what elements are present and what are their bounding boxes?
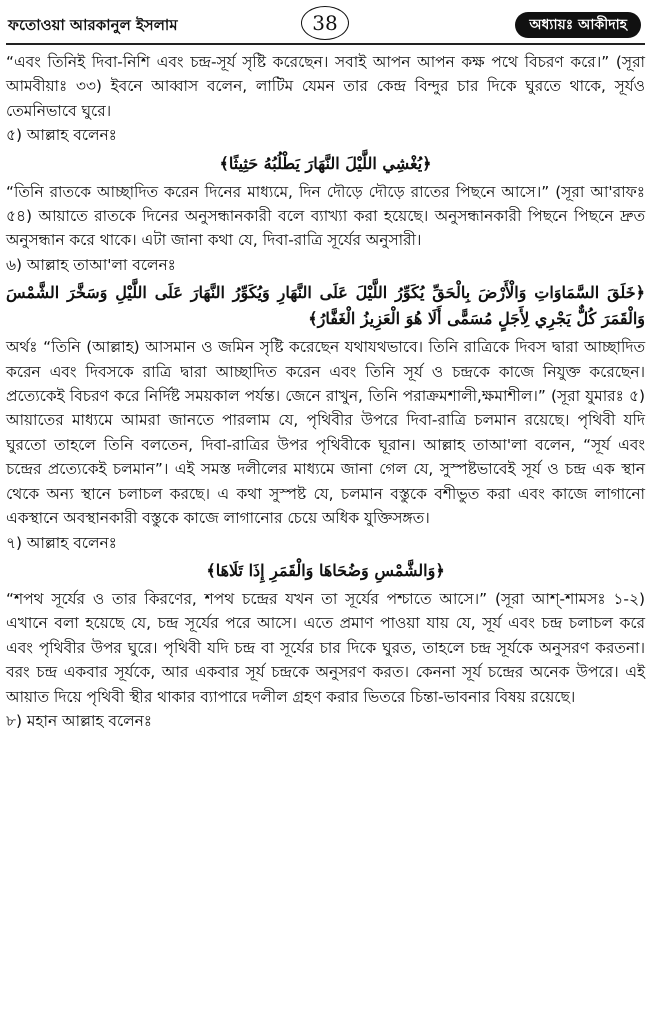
paragraph: “এবং তিনিই দিবা-নিশি এবং চন্দ্র-সূর্য সৃষ্টি করেছেন। সবাই আপন আপন কক্ষ পথে বিচরণ করে।” (সূরা আমবীয়াঃ ৩৩) ইবনে আব্বাস বলেন, লাটিম যেমন তার কেন্দ্র বিন্দুর চার দিকে ঘুরতে থাকে, সূর্যও তেমনিভাবে ঘুরে। [6,53,645,120]
header-divider [6,43,645,45]
paragraph: অর্থঃ “তিনি (আল্লাহ) আসমান ও জমিন সৃষ্টি করেছেন যথাযথভাবে। তিনি রাত্রিকে দিবস দ্বারা আচ্ছাদিত করেন এবং দিবসকে রাত্রি দ্বারা আচ্ছাদিত করেন এবং তিনি সূর্য ও চন্দ্রকে কাজে নিযুক্ত করেছেন। প্রত্যেকেই বিচরণ করে নির্দিষ্ট সময়কাল পর্যন্ত। জেনে রাখুন, তিনি পরাক্রমশালী,ক্ষমাশীল।” (সূরা যুমারঃ ৫) আয়াতের মাধ্যমে আমরা জানতে পারলাম যে, পৃথিবীর উপরে দিবা-রাত্রি চলমান রয়েছে। পৃথিবী যদি ঘুরতো তাহলে তিনি বলতেন, দিবা-রাত্রির উপর পৃথিবীকে ঘূরান। আল্লাহ তাআ'লা বলেন, “সূর্য এবং চন্দ্রের প্রত্যেকেই চলমান”। এই সমস্ত দলীলের মাধ্যমে জানা গেল যে, সুস্পষ্টভাবেই সূর্য ও চন্দ্র এক স্থান থেকে অন্য স্থানে চলাচল করছে। এ কথা সুস্পষ্ট যে, চলমান বস্তুকে বশীভুত করা এবং কাজে লাগানো একস্থানে অবস্থানকারী বস্তুকে কাজে লাগানোর চেয়ে অধিক যুক্তিসঙ্গত। [6,338,645,528]
page-number: 38 [301,6,349,40]
arabic-verse: ﴿يُغْشِي اللَّيْلَ النَّهَارَ يَطْلُبُهُ حَثِيثًا﴾ [219,153,432,173]
book-title: ফতোওয়া আরকানুল ইসলাম [8,16,178,34]
section-heading-8: ৮) মহান আল্লাহ বলেনঃ [6,711,153,730]
arabic-verse: ﴿وَالشَّمْسِ وَضُحَاهَا وَالْقَمَرِ إِذَا تَلَاهَا﴾ [206,560,445,580]
page-header [0,0,651,46]
section-heading-6: ৬) আল্লাহ তাআ'লা বলেনঃ [6,255,176,274]
page-body [6,50,645,733]
section-heading-7: ৭) আল্লাহ বলেনঃ [6,533,117,552]
section-heading-5: ৫) আল্লাহ বলেনঃ [6,126,117,145]
chapter-badge: অধ্যায়ঃ আকীদাহ [515,12,641,38]
paragraph: “তিনি রাতকে আচ্ছাদিত করেন দিনের মাধ্যমে, দিন দৌড়ে দৌড়ে রাতের পিছনে আসে।” (সূরা আ'রাফঃ ৫৪) আয়াতে রাতকে দিনের অনুসন্ধানকারী বলে ব্যাখ্যা করা হয়েছে। অনুসন্ধানকারী পিছনে পিছনে দ্রুত অনুসন্ধান করে থাকে। এটা জানা কথা যে, দিবা-রাত্রি সূর্যের অনুসারী। [6,182,645,250]
arabic-verse: ﴿خَلَقَ السَّمَاوَاتِ وَالْأَرْضَ بِالْحَقِّ يُكَوِّرُ اللَّيْلَ عَلَى النَّهَارِ وَيُكَوِّرُ النَّهَارَ عَلَى اللَّيْلِ وَسَخَّرَ الشَّمْسَ وَالْقَمَرَ كُلٌّ يَجْرِي لِأَجَلٍ مُسَمًّى أَلَا هُوَ الْعَزِيزُ الْغَفَّارُ﴾ [6,283,645,329]
paragraph: “শপথ সূর্যের ও তার কিরণের, শপথ চন্দ্রের যখন তা সূর্যের পশ্চাতে আসে।” (সূরা আশ্-শামসঃ ১-২) এখানে বলা হয়েছে যে, চন্দ্র সূর্যের পরে আসে। এতে প্রমাণ পাওয়া যায় যে, সূর্য এবং চন্দ্র চলাচল করে এবং পৃথিবীর উপর ঘুরে। পৃথিবী যদি চন্দ্র বা সূর্যের চার দিকে ঘুরত, তাহলে চন্দ্র সূর্যকে অনুসরণ করতনা। বরং চন্দ্র একবার সূর্যকে, আর একবার সূর্য চন্দ্রকে অনুসরণ করত। কেননা সূর্য চন্দ্রের অনেক উপরে। এই আয়াত দিয়ে পৃথিবী স্থীর থাকার ব্যাপারে দলীল গ্রহণ করার ভিতরে চিন্তা-ভাবনার বিষয় রয়েছে। [6,589,645,706]
